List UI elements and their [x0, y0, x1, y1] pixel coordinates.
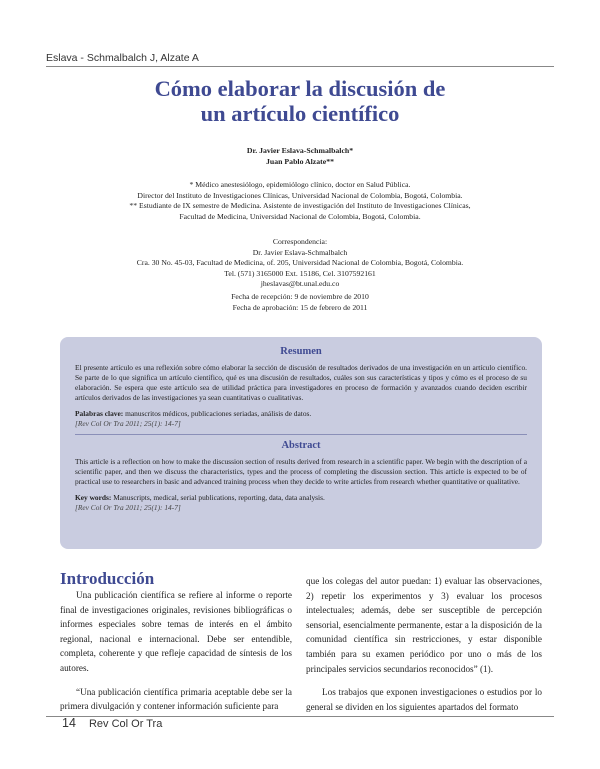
resumen-keywords-label: Palabras clave:	[75, 409, 124, 418]
running-header-author: Eslava - Schmalbalch J, Alzate A	[46, 52, 199, 64]
dates	[0, 292, 600, 313]
affiliation-line: Facultad de Medicina, Universidad Nacional de Colombia, Bogotá, Colombia.	[179, 211, 421, 221]
body-paragraph: Los trabajos que exponen investigaciones o estudios por lo general se dividen en los siguientes apartados del formato	[306, 687, 542, 712]
abstract-content	[75, 346, 527, 513]
affiliations	[0, 180, 600, 222]
affiliation-line: ** Estudiante de IX semestre de Medicina. Asistente de investigación del Instituto de Investigaciones Clínicas,	[129, 201, 471, 210]
author-1: Dr. Javier Eslava-Schmalbalch*	[246, 146, 354, 155]
abstract-keywords	[75, 493, 527, 503]
abstract-citation: [Rev Col Or Tra 2011; 25(1): 14-7]	[75, 503, 181, 512]
body-paragraph: “Una publicación científica primaria aceptable debe ser la primera divulgación y contener información suficiente para	[60, 686, 292, 712]
title-line-2: un artículo científico	[200, 101, 400, 126]
body-paragraph: que los colegas del autor puedan: 1) evaluar las observaciones, 2) repetir los experimentos y 3) evaluar los procesos intelectuales; además, debe ser susceptible de percepción sensorial, esencialmente permanente, estar a la disposición de la comunidad científica sin restricciones, y estar disponible también para su examen periódico por uno o más de los principales servicios secundarios reconocidos” (1).	[306, 576, 542, 674]
body-paragraph: Una publicación científica se refiere al informe o reporte final de investigaciones originales, revisiones bibliográficas o informes especiales sobre temas de interés en el ámbito regional, nacional e internacional. Debe ser entendible, completa, coherente y que refleje capacidad de síntesis de los autores.	[60, 590, 292, 673]
resumen-text: El presente artículo es una reflexión sobre cómo elaborar la sección de discusión de resultados derivados de una investigación en un artículo científico. Se parte de lo que significa un artículo científico, qué es una discusión de resultados, cuáles son sus características y tipos y cómo es el proceso de su elaboración. Se espera que este artículo sea de utilidad práctica para investigadores en proceso de formación y avanzados cuando deciden escribir artículos derivados de las investigaciones ya sean cuantitativas o cualitativas.	[75, 363, 527, 402]
resumen-keywords-value: manuscritos médicos, publicaciones seriadas, análisis de datos.	[125, 409, 312, 418]
resumen-citation: [Rev Col Or Tra 2011; 25(1): 14-7]	[75, 419, 181, 428]
correspondence-address: Cra. 30 No. 45-03, Facultad de Medicina, of. 205, Universidad Nacional de Colombia, Bogotá, Colombia.	[136, 258, 464, 267]
journal-name: Rev Col Or Tra	[88, 718, 163, 730]
affiliation-line: * Médico anestesiólogo, epidemiólogo clínico, doctor en Salud Pública.	[189, 180, 411, 189]
affiliation-line: Director del Instituto de Investigaciones Clínicas, Universidad Nacional de Colombia, Bogotá, Colombia.	[137, 190, 463, 200]
resumen-title: Resumen	[280, 346, 322, 357]
page-number: 14	[62, 716, 76, 730]
abstract-divider	[75, 434, 527, 435]
correspondence	[0, 237, 600, 290]
authors	[0, 145, 600, 167]
article-title	[0, 76, 600, 126]
title-line-1: Cómo elaborar la discusión de	[154, 76, 446, 101]
received-date: Fecha de recepción: 9 de noviembre de 2010	[231, 292, 369, 301]
correspondence-label: Correspondencia:	[272, 237, 328, 246]
section-title-introduccion: Introducción	[60, 569, 155, 588]
correspondence-name: Dr. Javier Eslava-Schmalbalch	[252, 247, 348, 257]
body-column-right	[306, 574, 542, 714]
footer	[62, 716, 162, 730]
correspondence-email[interactable]: jheslavas@bt.unal.edu.co	[260, 279, 340, 288]
abstract-keywords-label: Key words:	[75, 493, 112, 502]
author-2: Juan Pablo Alzate**	[265, 157, 334, 166]
approved-date: Fecha de aprobación: 15 de febrero de 2011	[232, 302, 368, 312]
abstract-keywords-value: Manuscripts, medical, serial publications, reporting, data, data analysis.	[113, 493, 325, 502]
body-column-left	[60, 588, 292, 714]
abstract-text: This article is a reflection on how to make the discussion section of results derived from research in a scientific paper. We begin with the description of a scientific paper, and then we discuss the characteristics, types and the process of completing the discussion section. This article is expected to be of practical use to researchers in basic and advanced training process when they decide to write articles from research whether quantitative or qualitative.	[75, 457, 527, 486]
resumen-keywords	[75, 409, 527, 419]
abstract-title: Abstract	[281, 440, 321, 451]
header-rule	[46, 66, 554, 67]
correspondence-phone: Tel. (571) 3165000 Ext. 15186, Cel. 3107592161	[224, 268, 376, 278]
